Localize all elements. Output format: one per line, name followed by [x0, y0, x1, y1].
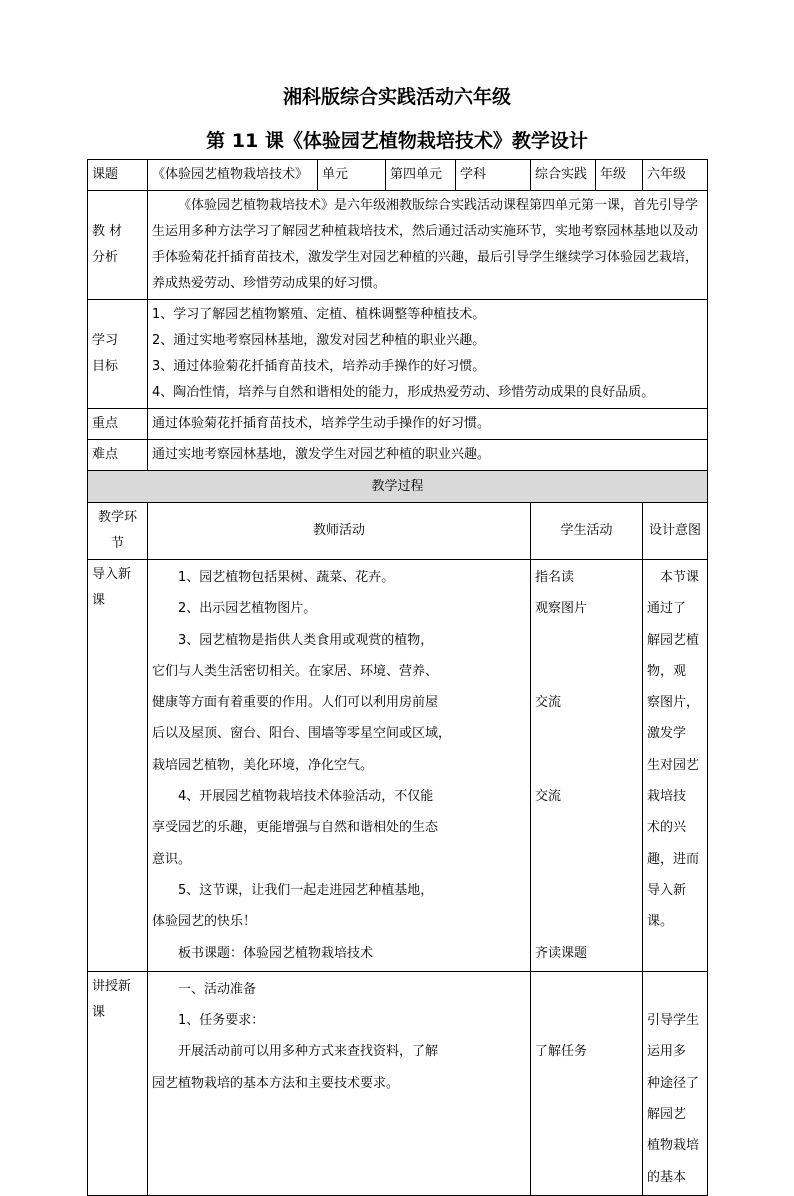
teacher-line: 板书课题：体验园艺植物栽培技术 — [178, 945, 374, 961]
intent-line: 察图片，激发学 — [647, 695, 700, 742]
design-intent-intro — [643, 560, 708, 972]
goal-item: 2、通过实地考察园林基地，激发对园艺种植的职业兴趣。 — [152, 333, 486, 348]
teacher-line: 享受园艺的乐趣，更能增强与自然和谐相处的生态 — [152, 820, 439, 836]
student-line: 观察图片 — [535, 601, 588, 617]
column-header-row — [88, 503, 708, 560]
document-title: 湘科版综合实践活动六年级 — [282, 86, 511, 108]
stage-intro: 导入新课 — [88, 560, 148, 972]
intent-line: 植物栽培的基本 — [647, 1138, 700, 1185]
subject-value: 综合实践 — [531, 160, 596, 191]
teacher-line: 一、活动准备 — [178, 981, 257, 997]
topic-value: 《体验园艺植物栽培技术》 — [148, 160, 318, 191]
grade-value: 六年级 — [643, 160, 708, 191]
subject-label: 学科 — [456, 160, 531, 191]
teacher-line: 1、园艺植物包括果树、蔬菜、花卉。 — [178, 570, 395, 585]
teacher-line: 栽培园艺植物，美化环境，净化空气。 — [152, 757, 374, 773]
unit-value: 第四单元 — [386, 160, 456, 191]
intent-line: 种途径了解园艺 — [647, 1075, 700, 1123]
student-activity-intro — [531, 560, 643, 972]
analysis-text: 《体验园艺植物栽培技术》是六年级湘教版综合实践活动课程第四单元第一课，首先引导学生运用多种方法学习了解园艺种植栽培技术，然后通过活动实施环节，实地考察园林基地以及动手体验菊花扦插育苗技术，激发学生对园艺种植的兴趣，最后引导学生继续学习体验园艺栽培，养成热爱劳动、珍惜劳动成果的好习惯。 — [152, 198, 699, 291]
teacher-line: 意识。 — [152, 851, 192, 867]
teacher-activity-intro — [148, 560, 531, 972]
difficulty-label: 难点 — [88, 440, 148, 471]
student-line: 交流 — [535, 695, 562, 711]
column-header-student: 学生活动 — [531, 503, 643, 560]
teacher-line: 3、园艺植物是指供人类食用或观赏的植物， — [178, 632, 434, 648]
section-new-lesson-row — [88, 971, 708, 1195]
goal-item: 1、学习了解园艺植物繁殖、定植、植株调整等种植技术。 — [152, 307, 486, 322]
difficulty-text: 通过实地考察园林基地，激发学生对园艺种植的职业兴趣。 — [148, 440, 708, 471]
teacher-line: 2、出示园艺植物图片。 — [178, 601, 317, 617]
unit-label: 单元 — [318, 160, 386, 191]
teacher-line: 后以及屋顶、窗台、阳台、围墙等零星空间或区域， — [152, 726, 452, 742]
teacher-line: 5、这节课，让我们一起走进园艺种植基地， — [178, 882, 434, 898]
teacher-line: 健康等方面有着重要的作用。人们可以利用房前屋 — [152, 695, 439, 711]
lesson-title: 第 11 课《体验园艺植物栽培技术》教学设计 — [206, 130, 588, 152]
header-row — [88, 160, 708, 191]
stage-new-lesson: 讲授新课 — [88, 971, 148, 1195]
teacher-line: 开展活动前可以用多种方式来查找资料，了解 — [178, 1044, 439, 1060]
teacher-line: 1、任务要求： — [178, 1013, 265, 1029]
teacher-activity-new-lesson — [148, 971, 531, 1195]
intent-line: 解园艺植物，观 — [647, 632, 700, 679]
analysis-text-cell — [148, 191, 708, 300]
analysis-label: 教 材 分析 — [88, 191, 148, 300]
student-activity-new-lesson — [531, 971, 643, 1195]
column-header-intent: 设计意图 — [643, 503, 708, 560]
goal-item: 3、通过体验菊花扦插育苗技术，培养动手操作的好习惯。 — [152, 359, 486, 374]
teacher-line: 体验园艺的快乐！ — [152, 914, 257, 930]
teacher-line: 园艺植物栽培的基本方法和主要技术要求。 — [152, 1075, 400, 1091]
key-point-label: 重点 — [88, 409, 148, 440]
column-header-stage: 教学环节 — [88, 503, 148, 560]
student-line: 交流 — [535, 789, 562, 805]
key-point-row — [88, 409, 708, 440]
goal-item: 4、陶冶性情，培养与自然和谐相处的能力，形成热爱劳动、珍惜劳动成果的良好品质。 — [152, 385, 655, 400]
intent-line: 生对园艺栽培技 — [647, 757, 700, 805]
goals-row — [88, 300, 708, 409]
student-line: 指名读 — [535, 570, 575, 585]
section-intro-row — [88, 560, 708, 972]
difficulty-row — [88, 440, 708, 471]
student-line: 齐读课题 — [535, 945, 588, 961]
goals-list — [148, 300, 708, 409]
process-header: 教学过程 — [88, 471, 708, 503]
lesson-plan-table — [87, 159, 708, 1196]
process-header-row — [88, 471, 708, 503]
intent-line: 术的兴趣，进而 — [647, 820, 700, 867]
topic-label: 课题 — [88, 160, 148, 191]
key-point-text: 通过体验菊花扦插育苗技术，培养学生动手操作的好习惯。 — [148, 409, 708, 440]
analysis-row — [88, 191, 708, 300]
teacher-line: 它们与人类生活密切相关。在家居、环境、营养、 — [152, 663, 439, 679]
intent-line: 本节课通过了 — [647, 570, 700, 617]
design-intent-new-lesson — [643, 971, 708, 1195]
column-header-teacher: 教师活动 — [148, 503, 531, 560]
goals-label: 学习 目标 — [88, 300, 148, 409]
teacher-line: 4、开展园艺植物栽培技术体验活动，不仅能 — [178, 789, 434, 805]
intent-line: 引导学生运用多 — [647, 1013, 700, 1060]
intent-line: 导入新课。 — [647, 882, 687, 930]
grade-label: 年级 — [596, 160, 643, 191]
student-line: 了解任务 — [535, 1044, 588, 1060]
